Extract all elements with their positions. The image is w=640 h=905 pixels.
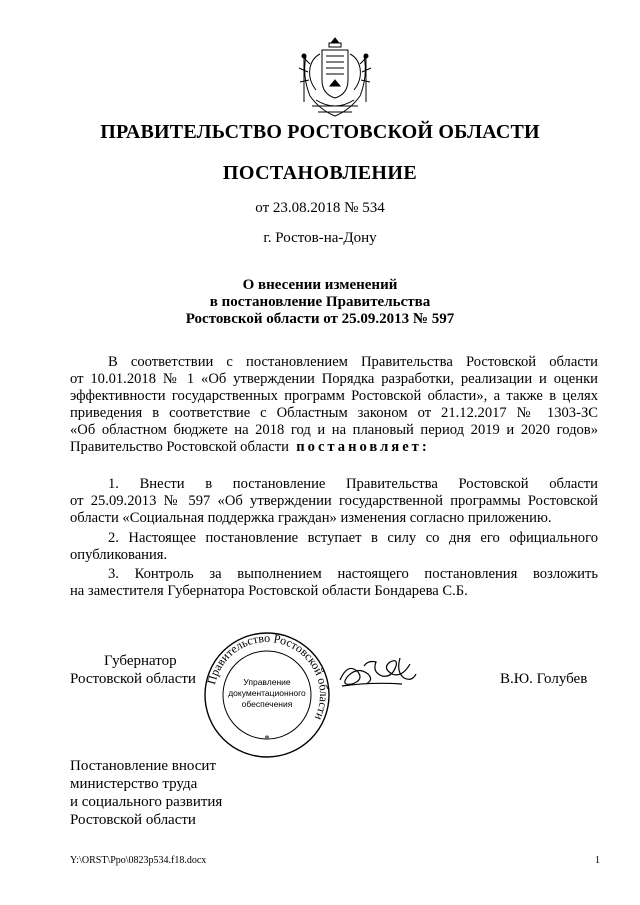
preamble-line: эффективности государственных программ Ростовской области», а также в целях (70, 388, 598, 404)
introducer-line: и социального развития (70, 794, 223, 810)
rostov-region-coat-of-arms-icon (296, 34, 374, 122)
introducer-block (70, 757, 222, 829)
handwritten-signature (334, 650, 444, 696)
preamble-line: В соответствии с постановлением Правительства Ростовской области (108, 354, 598, 370)
signer-title-line: Губернатор (104, 653, 177, 669)
item-line: 2. Настоящее постановление вступает в силу со дня его официального (108, 530, 598, 546)
preamble-subject-text: Правительство Ростовской области (70, 439, 289, 455)
decree-item-3 (70, 566, 598, 600)
document-city: г. Ростов-на-Дону (263, 230, 377, 246)
item-line: опубликования. (70, 547, 168, 563)
preamble-line: от 10.01.2018 № 1 «Об утверждении Порядка разработки, реализации и оценки (70, 371, 598, 387)
preamble-line: «Об областном бюджете на 2018 год и на плановый период 2019 и 2020 годов» (70, 422, 598, 438)
introducer-line: Постановление вносит (70, 758, 217, 774)
introducer-line: министерство труда (70, 776, 198, 792)
decree-word: постановляет: (296, 439, 430, 455)
decree-item-1 (70, 476, 598, 527)
item-line: от 25.09.2013 № 597 «Об утверждении государственной программы Ростовской (70, 493, 598, 509)
signer-name: В.Ю. Голубев (500, 671, 588, 687)
signer-title-line: Ростовской области (70, 671, 196, 687)
subject-line: О внесении изменений (242, 277, 398, 293)
stamp-star-icon: * (264, 734, 270, 745)
preamble-line: приведения в соответствие с Областным законом от 21.12.2017 № 1303-ЗС (70, 405, 598, 421)
item-line: 1. Внести в постановление Правительства Ростовской области (108, 476, 598, 492)
introducer-line: Ростовской области (70, 812, 196, 828)
item-line: на заместителя Губернатора Ростовской области Бондарева С.Б. (70, 583, 468, 599)
footer-file-path: Y:\ORST\Ppo\0823p534.f18.docx (70, 855, 207, 866)
stamp-outer-text: Правительство Ростовской области (204, 630, 332, 723)
subject-line: в постановление Правительства (209, 294, 431, 310)
document-date-number: от 23.08.2018 № 534 (255, 200, 385, 216)
government-title: ПРАВИТЕЛЬСТВО РОСТОВСКОЙ ОБЛАСТИ (100, 121, 540, 143)
item-line: 3. Контроль за выполнением настоящего постановления возложить (108, 566, 598, 582)
item-line: области «Социальная поддержка граждан» изменения согласно приложению. (70, 510, 552, 526)
preamble-paragraph (70, 354, 598, 456)
subject-line: Ростовской области от 25.09.2013 № 597 (185, 311, 455, 327)
page-number: 1 (595, 855, 600, 866)
preamble-line (70, 439, 598, 456)
document-subject (0, 277, 640, 328)
signer-title (70, 652, 196, 688)
document-type: ПОСТАНОВЛЕНИЕ (222, 162, 418, 184)
official-stamp (202, 630, 332, 760)
stamp-inner-line: Управление (243, 677, 291, 687)
decree-item-2 (70, 530, 598, 564)
stamp-inner-line: документационного (228, 688, 306, 698)
stamp-inner-line: обеспечения (241, 699, 293, 709)
